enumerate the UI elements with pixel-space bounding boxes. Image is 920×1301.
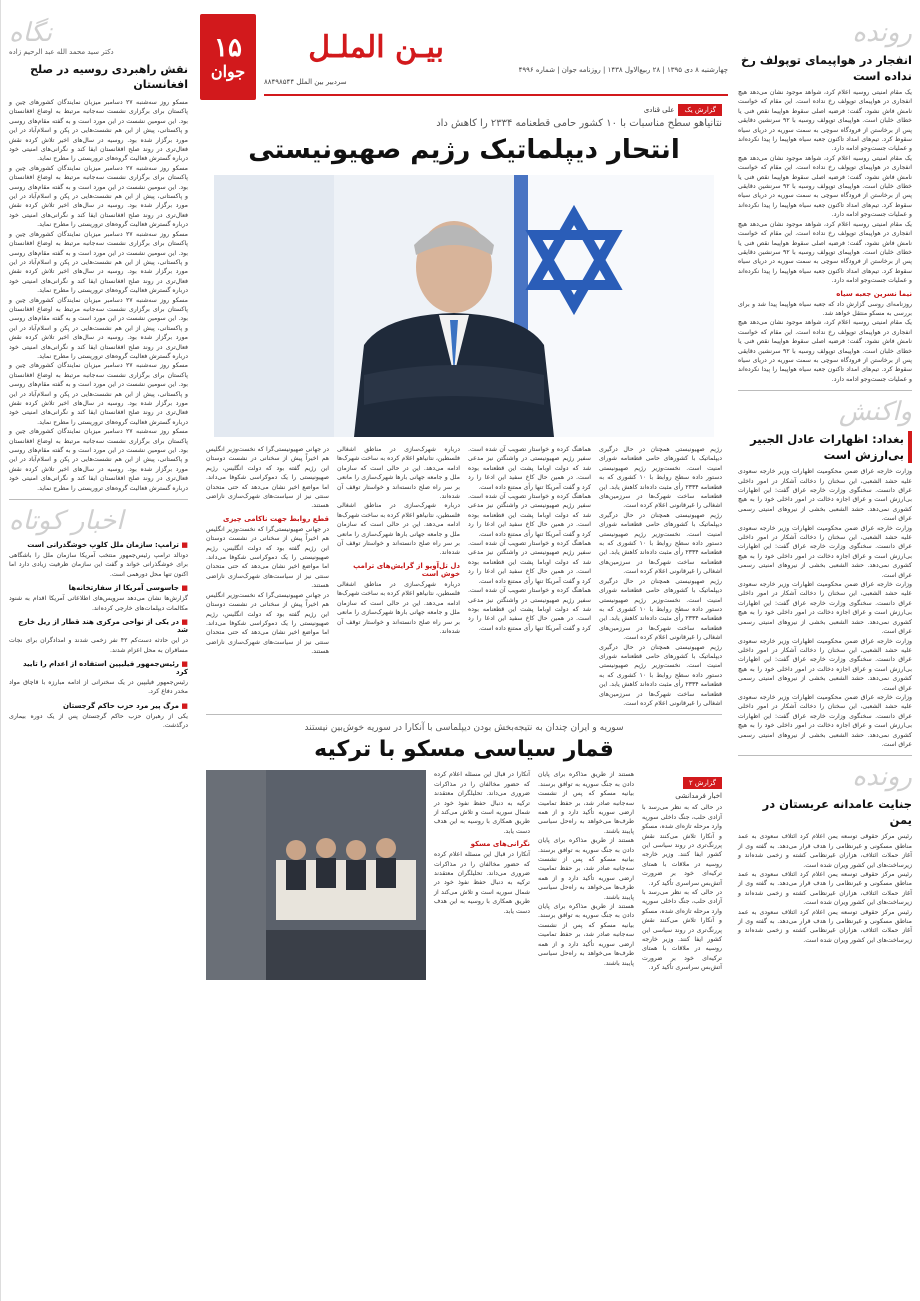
story-body-filler: وزارت خارجه عراق ضمن محکومیت اظهارات وزیر خارجه سعودی علیه حشد الشعبی، این سخنان را دخالت آشکار در امور داخلی عراق دانست. سخنگوی وزارت خارجه عراق گفت: این اظهارات بی‌ارزش است و عراق اجازه دخالت در امور داخلی خود را به هیچ کشوری نمی‌دهد. حشد الشعبی بخشی از نیروهای امنیتی رسمی عراق است. — [738, 581, 912, 636]
divider — [738, 390, 912, 391]
article-column — [538, 770, 634, 980]
divider — [738, 755, 912, 756]
article-text: آنکارا در قبال این مسئله اعلام کرده که حضور مخالفان را در مذاکرات ضروری می‌داند. تحلیلگران معتقدند ترکیه به دنبال حفظ نفوذ خود در شمال سوریه است و تلاش می‌کند از طریق همکاری با روسیه به این هدف دست یابد. — [434, 851, 530, 915]
story-body-filler: رئیس مرکز حقوقی توسعه یمن اعلام کرد ائتلاف سعودی به عمد مناطق مسکونی و غیرنظامی را هدف قرار می‌دهد. به گفته وی از آغاز حملات ائتلاف، هزاران غیرنظامی کشته و زخمی شده‌اند و زیرساخت‌های این کشور ویران شده است. — [738, 908, 912, 944]
story-title: جنایت عامدانه عربستان در یمن — [762, 797, 912, 828]
news-headline: ■ جاسوسی آمریکا از سفارتخانه‌ها — [9, 584, 188, 592]
news-body: گزارش‌ها نشان می‌دهد سرویس‌های اطلاعاتی آمریکا اقدام به شنود مکالمات دیپلمات‌های خارجی کرده‌اند. — [9, 595, 188, 612]
article-text: هماهنگ کرده و خواستار تصویب آن شده است. سفیر رژیم صهیونیستی در واشنگتن نیز مدعی شد که دولت اوباما پشت این قطعنامه بوده است. در همین حال کاخ سفید این ادعا را رد کرد و گفت آمریکا تنها رأی ممتنع داده است. — [468, 446, 591, 491]
date-line: چهارشنبه ۸ دی ۱۳۹۵ | ۲۸ ربیع‌الاول ۱۴۳۸ | روزنامه جوان | شماره ۴۹۹۶ — [518, 66, 728, 74]
story-subhead: نیما نسرین جعبه سیاه — [836, 289, 912, 298]
second-article-meta — [642, 770, 722, 980]
main-photo — [214, 175, 714, 437]
news-body: دونالد ترامپ رئیس‌جمهور منتخب آمریکا سازمان ملل را باشگاهی برای خوشگذرانی خواند و گفت این سازمان ظرفیت زیادی دارد اما اکنون تنها محل دورهمی است. — [9, 552, 188, 578]
second-kicker: سوریه و ایران چندان به نتیجه‌بخش بودن دیپلماسی با آنکارا در سوریه خوش‌بین نیستند — [304, 723, 624, 734]
column-author: دکتر سید محمد الله عبد الرحیم زاده — [9, 48, 114, 56]
story-title: انفجار در هواپیمای توپولف رخ نداده است — [741, 53, 912, 83]
second-headline: قمار سیاسی مسکو با ترکیه — [314, 737, 614, 763]
article-text: در حالی که به نظر می‌رسد با آزادی حلب، جنگ داخلی سوریه وارد مرحله تازه‌ای شده، مسکو و آنکارا تلاش می‌کنند نقش پررنگ‌تری در روند سیاسی این کشور ایفا کنند. وزیر خارجه روسیه در ملاقات با همتای ترکیه‌ای خود بر ضرورت آتش‌بس سراسری تأکید کرد. — [642, 804, 722, 887]
news-body: رئیس‌جمهور فیلیپین در یک سخنرانی از ادامه مبارزه با قاچاق مواد مخدر دفاع کرد. — [9, 678, 188, 696]
article-text: درباره شهرک‌سازی در مناطق اشغالی فلسطین، نتانیاهو اعلام کرده به ساخت شهرک‌ها ادامه می‌دهد. این در حالی است که سازمان ملل و جامعه جهانی بارها شهرک‌سازی را مانعی بر سر راه صلح دانسته‌اند و خواستار توقف آن شده‌اند. — [337, 580, 460, 635]
article-text: در جهانی صهیونیستی‌گرا که نخست‌وزیر انگلیس هم اخیراً پیش از سخنانی در نشست دوستان این رژیم گفته بود که دولت انگلیس، رژیم صهیونیستی را یک دموکراسی شکوفا می‌داند. اما مواضع اخیر نشان می‌دهد که حتی متحدان سنتی نیز از سیاست‌های شهرک‌سازی ناراضی هستند. — [206, 446, 329, 510]
main-column — [200, 0, 728, 1301]
article-text: هستند از طریق مذاکره برای پایان دادن به جنگ سوریه به توافق برسند. بیانیه مسکو که پس از نشست سه‌جانبه صادر شد، بر حفظ تمامیت ارضی سوریه تأکید دارد و از همه طرف‌ها می‌خواهد به راه‌حل سیاسی پایبند باشند. — [538, 903, 634, 967]
section-ghost-title: واکنش — [838, 397, 912, 428]
main-article-body — [206, 445, 722, 708]
reporter-name: علی قنادی — [643, 106, 675, 114]
article-subhead: قطع روابط جهت ناکامی چیزی — [223, 514, 329, 523]
article-column — [206, 445, 329, 708]
story-body: روزنامه‌ای روسی گزارش داد که جعبه سیاه هواپیما پیدا شد و برای بررسی به مسکو منتقل خواهد شد. — [738, 300, 912, 317]
paper-name: جوان — [210, 61, 246, 81]
right-column — [730, 0, 920, 1301]
page-title: بیـن الملـل — [308, 30, 444, 65]
reporter-name: اخبار فرمدانشی — [675, 792, 722, 801]
article-text: رژیم صهیونیستی همچنان در حال درگیری دیپلماتیک با کشورهای حامی قطعنامه شورای امنیت است. نخست‌وزیر رژیم صهیونیستی دستور داده سطح روابط با ۱۰ کشوری که به قطعنامه ۲۳۳۴ رأی مثبت داده‌اند کاهش یابد. این قطعنامه ساخت شهرک‌ها در سرزمین‌های اشغالی را غیرقانونی اعلام کرده است. — [599, 643, 723, 707]
story-title: بغداد: اظهارات عادل الجبیر بی‌ارزش است — [738, 431, 912, 463]
news-headline: ■ ترامپ: سازمان ملل کلوپ خوشگذرانی است — [9, 541, 188, 549]
story-body-filler: وزارت خارجه عراق ضمن محکومیت اظهارات وزیر خارجه سعودی علیه حشد الشعبی، این سخنان را دخالت آشکار در امور داخلی عراق دانست. سخنگوی وزارت خارجه عراق گفت: این اظهارات بی‌ارزش است و عراق اجازه دخالت در امور داخلی خود را به هیچ کشوری نمی‌دهد. حشد الشعبی بخشی از نیروهای امنیتی رسمی عراق است. — [738, 524, 912, 579]
article-column — [599, 445, 722, 708]
story-body-filler: یک مقام امنیتی روسیه اعلام کرد، شواهد موجود نشان می‌دهد هیچ انفجاری در هواپیمای توپولف رخ نداده است. این مقام که خواست نامش فاش نشود، گفت: فرضیه اصلی سقوط هواپیما نقص فنی یا خطای خلبان است. هواپیمای توپولف روسیه با ۹۲ سرنشین دقایقی پس از برخاستن از فرودگاه سوچی به سمت سوریه در دریای سیاه سقوط کرد. تیم‌های امداد تاکنون جعبه سیاه هواپیما را پیدا نکرده‌اند و عملیات جست‌وجو ادامه دارد. — [738, 220, 912, 285]
article-text: آنکارا در قبال این مسئله اعلام کرده که حضور مخالفان را در مذاکرات ضروری می‌داند. تحلیلگران معتقدند ترکیه به دنبال حفظ نفوذ خود در شمال سوریه است و تلاش می‌کند از طریق همکاری با روسیه به این هدف دست یابد. — [434, 771, 530, 835]
article-text: رژیم صهیونیستی همچنان در حال درگیری دیپلماتیک با کشورهای حامی قطعنامه شورای امنیت است. نخست‌وزیر رژیم صهیونیستی دستور داده سطح روابط با ۱۰ کشوری که به قطعنامه ۲۳۳۴ رأی مثبت داده‌اند کاهش یابد. این قطعنامه ساخت شهرک‌ها در سرزمین‌های اشغالی را غیرقانونی اعلام کرده است. — [599, 446, 723, 510]
news-body: در این حادثه دست‌کم ۴۲ نفر زخمی شدند و امدادگران برای نجات مسافران به محل اعزام شدند. — [9, 637, 188, 654]
meeting-photo — [206, 770, 426, 980]
article-text: درباره شهرک‌سازی در مناطق اشغالی فلسطین، نتانیاهو اعلام کرده به ساخت شهرک‌ها ادامه می‌دهد. این در حالی است که سازمان ملل و جامعه جهانی بارها شهرک‌سازی را مانعی بر سر راه صلح دانسته‌اند و خواستار توقف آن شده‌اند. — [337, 502, 460, 557]
meeting-illustration — [266, 770, 426, 980]
editor-line: سردبیر بین الملل ۸۸۴۹۸۵۴۴ — [264, 78, 347, 86]
news-body: یکی از رهبران حزب حاکم گرجستان پس از یک دوره بیماری درگذشت. — [9, 712, 188, 730]
article-text: هماهنگ کرده و خواستار تصویب آن شده است. سفیر رژیم صهیونیستی در واشنگتن نیز مدعی شد که دولت اوباما پشت این قطعنامه بوده است. در همین حال کاخ سفید این ادعا را رد کرد و گفت آمریکا تنها رأی ممتنع داده است. — [468, 587, 591, 632]
article-text: در جهانی صهیونیستی‌گرا که نخست‌وزیر انگلیس هم اخیراً پیش از سخنانی در نشست دوستان این رژیم گفته بود که دولت انگلیس، رژیم صهیونیستی را یک دموکراسی شکوفا می‌داند. اما مواضع اخیر نشان می‌دهد که حتی متحدان سنتی نیز از سیاست‌های شهرک‌سازی ناراضی هستند. — [206, 525, 329, 590]
story-body: رئیس مرکز حقوقی توسعه یمن اعلام کرد ائتلاف سعودی به عمد مناطق مسکونی و غیرنظامی را هدف قرار می‌دهد. به گفته وی از آغاز حملات ائتلاف، هزاران غیرنظامی کشته و زخمی شده‌اند و زیرساخت‌های این کشور ویران شده است. — [738, 833, 912, 869]
column-body: مسکو روز سه‌شنبه ۲۷ دسامبر میزبان نمایندگان کشورهای چین و پاکستان برای برگزاری نشست سه‌جانبه مرتبط به اوضاع افغانستان بود. این سومین نشست در این مورد است و به گفته مقام‌های روسی و پاکستانی، پیش از این هم نشست‌هایی در پکن و اسلام‌آباد در این مورد برگزار شده بود. روسیه در سال‌های اخیر تلاش کرده نقش فعال‌تری در روند صلح افغانستان ایفا کند و نگرانی‌های امنیتی خود درباره گسترش فعالیت گروه‌های تروریستی را مطرح نماید. — [9, 164, 188, 229]
news-headline: ■ مرگ پیر مرد حزب حاکم گرجستان — [9, 702, 188, 710]
story-body-filler: وزارت خارجه عراق ضمن محکومیت اظهارات وزیر خارجه سعودی علیه حشد الشعبی، این سخنان را دخالت آشکار در امور داخلی عراق دانست. سخنگوی وزارت خارجه عراق گفت: این اظهارات بی‌ارزش است و عراق اجازه دخالت در امور داخلی خود را به هیچ کشوری نمی‌دهد. حشد الشعبی بخشی از نیروهای امنیتی رسمی عراق است. — [738, 693, 912, 748]
article-text: هماهنگ کرده و خواستار تصویب آن شده است. سفیر رژیم صهیونیستی در واشنگتن نیز مدعی شد که دولت اوباما پشت این قطعنامه بوده است. در همین حال کاخ سفید این ادعا را رد کرد و گفت آمریکا تنها رأی ممتنع داده است. — [468, 493, 591, 538]
section-ghost-title: رونده — [852, 762, 912, 793]
column-body: مسکو روز سه‌شنبه ۲۷ دسامبر میزبان نمایندگان کشورهای چین و پاکستان برای برگزاری نشست سه‌جانبه مرتبط به اوضاع افغانستان بود. این سومین نشست در این مورد است و به گفته مقام‌های روسی و پاکستانی، پیش از این هم نشست‌هایی در پکن و اسلام‌آباد در این مورد برگزار شده بود. روسیه در سال‌های اخیر تلاش کرده نقش فعال‌تری در روند صلح افغانستان ایفا کند و نگرانی‌های امنیتی خود درباره گسترش فعالیت گروه‌های تروریستی را مطرح نماید. — [9, 428, 188, 492]
story-body-filler: یک مقام امنیتی روسیه اعلام کرد، شواهد موجود نشان می‌دهد هیچ انفجاری در هواپیمای توپولف رخ نداده است. این مقام که خواست نامش فاش نشود، گفت: فرضیه اصلی سقوط هواپیما نقص فنی یا خطای خلبان است. هواپیمای توپولف روسیه با ۹۲ سرنشین دقایقی پس از برخاستن از فرودگاه سوچی به سمت سوریه در دریای سیاه سقوط کرد. تیم‌های امداد تاکنون جعبه سیاه هواپیما را پیدا نکرده‌اند و عملیات جست‌وجو ادامه دارد. — [738, 154, 912, 219]
story-body: وزارت خارجه عراق ضمن محکومیت اظهارات وزیر خارجه سعودی علیه حشد الشعبی، این سخنان را دخالت آشکار در امور داخلی عراق دانست. سخنگوی وزارت خارجه عراق گفت: این اظهارات بی‌ارزش است و عراق اجازه دخالت در امور داخلی خود را به هیچ کشوری نمی‌دهد. حشد الشعبی بخشی از نیروهای امنیتی رسمی عراق است. — [738, 468, 912, 523]
article-column — [468, 445, 591, 708]
section-ghost-title: نگاه — [9, 18, 53, 48]
page-number: ۱۵ — [214, 32, 242, 63]
section-ghost-title: اخبار کوتاه — [9, 506, 124, 537]
story-body-filler: رئیس مرکز حقوقی توسعه یمن اعلام کرد ائتلاف سعودی به عمد مناطق مسکونی و غیرنظامی را هدف قرار می‌دهد. به گفته وی از آغاز حملات ائتلاف، هزاران غیرنظامی کشته و زخمی شده‌اند و زیرساخت‌های این کشور ویران شده است. — [738, 871, 912, 907]
headline-kicker: نتانیاهو سطح مناسبات با ۱۰ کشور حامی قطعنامه ۲۳۳۴ را کاهش داد — [436, 118, 722, 129]
article-text: رژیم صهیونیستی همچنان در حال درگیری دیپلماتیک با کشورهای حامی قطعنامه شورای امنیت است. نخست‌وزیر رژیم صهیونیستی دستور داده سطح روابط با ۱۰ کشوری که به قطعنامه ۲۳۳۴ رأی مثبت داده‌اند کاهش یابد. این قطعنامه ساخت شهرک‌ها در سرزمین‌های اشغالی را غیرقانونی اعلام کرده است. — [599, 511, 723, 576]
second-article — [206, 770, 722, 980]
story-body-filler: وزارت خارجه عراق ضمن محکومیت اظهارات وزیر خارجه سعودی علیه حشد الشعبی، این سخنان را دخالت آشکار در امور داخلی عراق دانست. سخنگوی وزارت خارجه عراق گفت: این اظهارات بی‌ارزش است و عراق اجازه دخالت در امور داخلی خود را به هیچ کشوری نمی‌دهد. حشد الشعبی بخشی از نیروهای امنیتی رسمی عراق است. — [738, 637, 912, 692]
article-text: هستند از طریق مذاکره برای پایان دادن به جنگ سوریه به توافق برسند. بیانیه مسکو که پس از نشست سه‌جانبه صادر شد، بر حفظ تمامیت ارضی سوریه تأکید دارد و از همه طرف‌ها می‌خواهد به راه‌حل سیاسی پایبند باشند. — [538, 771, 634, 835]
article-text: در حالی که به نظر می‌رسد با آزادی حلب، جنگ داخلی سوریه وارد مرحله تازه‌ای شده، مسکو و آنکارا تلاش می‌کنند نقش پررنگ‌تری در روند سیاسی این کشور ایفا کنند. وزیر خارجه روسیه در ملاقات با همتای ترکیه‌ای خود بر ضرورت آتش‌بس سراسری تأکید کرد. — [642, 889, 722, 972]
tag-row — [206, 104, 722, 116]
article-text: هماهنگ کرده و خواستار تصویب آن شده است. سفیر رژیم صهیونیستی در واشنگتن نیز مدعی شد که دولت اوباما پشت این قطعنامه بوده است. در همین حال کاخ سفید این ادعا را رد کرد و گفت آمریکا تنها رأی ممتنع داده است. — [468, 540, 591, 585]
news-headline: ■ رئیس‌جمهور فیلیپین استفاده از اعدام را تایید کرد — [9, 660, 188, 676]
section-tag: گزارش یک — [678, 104, 722, 116]
column-body: مسکو روز سه‌شنبه ۲۷ دسامبر میزبان نمایندگان کشورهای چین و پاکستان برای برگزاری نشست سه‌جانبه مرتبط به اوضاع افغانستان بود. این سومین نشست در این مورد است و به گفته مقام‌های روسی و پاکستانی، پیش از این هم نشست‌هایی در پکن و اسلام‌آباد در این مورد برگزار شده بود. روسیه در سال‌های اخیر تلاش کرده نقش فعال‌تری در روند صلح افغانستان ایفا کند و نگرانی‌های امنیتی خود درباره گسترش فعالیت گروه‌های تروریستی را مطرح نماید. — [9, 99, 188, 163]
article-text: هستند از طریق مذاکره برای پایان دادن به جنگ سوریه به توافق برسند. بیانیه مسکو که پس از نشست سه‌جانبه صادر شد، بر حفظ تمامیت ارضی سوریه تأکید دارد و از همه طرف‌ها می‌خواهد به راه‌حل سیاسی پایبند باشند. — [538, 837, 634, 901]
column-body: مسکو روز سه‌شنبه ۲۷ دسامبر میزبان نمایندگان کشورهای چین و پاکستان برای برگزاری نشست سه‌جانبه مرتبط به اوضاع افغانستان بود. این سومین نشست در این مورد است و به گفته مقام‌های روسی و پاکستانی، پیش از این هم نشست‌هایی در پکن و اسلام‌آباد در این مورد برگزار شده بود. روسیه در سال‌های اخیر تلاش کرده نقش فعال‌تری در روند صلح افغانستان ایفا کند و نگرانی‌های امنیتی خود درباره گسترش فعالیت گروه‌های تروریستی را مطرح نماید. — [9, 362, 188, 426]
column-title: نقش راهبردی روسیه در صلح افغانستان — [30, 63, 188, 91]
column-body: مسکو روز سه‌شنبه ۲۷ دسامبر میزبان نمایندگان کشورهای چین و پاکستان برای برگزاری نشست سه‌جانبه مرتبط به اوضاع افغانستان بود. این سومین نشست در این مورد است و به گفته مقام‌های روسی و پاکستانی، پیش از این هم نشست‌هایی در پکن و اسلام‌آباد در این مورد برگزار شده بود. روسیه در سال‌های اخیر تلاش کرده نقش فعال‌تری در روند صلح افغانستان ایفا کند و نگرانی‌های امنیتی خود درباره گسترش فعالیت گروه‌های تروریستی را مطرح نماید. — [9, 230, 188, 295]
article-text: رژیم صهیونیستی همچنان در حال درگیری دیپلماتیک با کشورهای حامی قطعنامه شورای امنیت است. نخست‌وزیر رژیم صهیونیستی دستور داده سطح روابط با ۱۰ کشوری که به قطعنامه ۲۳۳۴ رأی مثبت داده‌اند کاهش یابد. این قطعنامه ساخت شهرک‌ها در سرزمین‌های اشغالی را غیرقانونی اعلام کرده است. — [599, 577, 723, 642]
article-column — [337, 445, 460, 708]
article-column — [434, 770, 530, 980]
divider — [9, 499, 188, 500]
story-body-filler: یک مقام امنیتی روسیه اعلام کرد، شواهد موجود نشان می‌دهد هیچ انفجاری در هواپیمای توپولف رخ نداده است. این مقام که خواست نامش فاش نشود، گفت: فرضیه اصلی سقوط هواپیما نقص فنی یا خطای خلبان است. هواپیمای توپولف روسیه با ۹۲ سرنشین دقایقی پس از برخاستن از فرودگاه سوچی به سمت سوریه در دریای سیاه سقوط کرد. تیم‌های امداد تاکنون جعبه سیاه هواپیما را پیدا نکرده‌اند و عملیات جست‌وجو ادامه دارد. — [738, 319, 912, 383]
story-body: یک مقام امنیتی روسیه اعلام کرد، شواهد موجود نشان می‌دهد هیچ انفجاری در هواپیمای توپولف رخ نداده است. این مقام که خواست نامش فاش نشود، گفت: فرضیه اصلی سقوط هواپیما نقص فنی یا خطای خلبان است. هواپیمای توپولف روسیه با ۹۲ سرنشین دقایقی پس از برخاستن از فرودگاه سوچی به سمت سوریه در دریای سیاه سقوط کرد. تیم‌های امداد تاکنون جعبه سیاه هواپیما را پیدا نکرده‌اند و عملیات جست‌وجو ادامه دارد. — [738, 89, 912, 153]
article-subhead: نگرانی‌های مسکو — [470, 840, 530, 849]
section-ghost-title: رونده — [852, 18, 912, 48]
article-subhead: دل تل‌آویو از گرایش‌های ترامپ خوش است — [353, 561, 460, 578]
column-body: مسکو روز سه‌شنبه ۲۷ دسامبر میزبان نمایندگان کشورهای چین و پاکستان برای برگزاری نشست سه‌جانبه مرتبط به اوضاع افغانستان بود. این سومین نشست در این مورد است و به گفته مقام‌های روسی و پاکستانی، پیش از این هم نشست‌هایی در پکن و اسلام‌آباد در این مورد برگزار شده بود. روسیه در سال‌های اخیر تلاش کرده نقش فعال‌تری در روند صلح افغانستان ایفا کند و نگرانی‌های امنیتی خود درباره گسترش فعالیت گروه‌های تروریستی را مطرح نماید. — [9, 296, 188, 360]
article-text: در جهانی صهیونیستی‌گرا که نخست‌وزیر انگلیس هم اخیراً پیش از سخنانی در نشست دوستان این رژیم گفته بود که دولت انگلیس، رژیم صهیونیستی را یک دموکراسی شکوفا می‌داند. اما مواضع اخیر نشان می‌دهد که حتی متحدان سنتی نیز از سیاست‌های شهرک‌سازی ناراضی هستند. — [206, 591, 329, 656]
main-headline: انتحار دیپلماتیک رژیم صهیونیستی — [248, 135, 680, 165]
photo-illustration — [214, 175, 714, 437]
news-headline: ■ در یکی از نواحی مرکزی هند قطار از ریل خارج شد — [9, 618, 188, 634]
section-tag: گزارش ۲ — [683, 777, 722, 789]
left-column — [0, 0, 196, 1301]
divider — [206, 714, 722, 715]
article-text: درباره شهرک‌سازی در مناطق اشغالی فلسطین، نتانیاهو اعلام کرده به ساخت شهرک‌ها ادامه می‌دهد. این در حالی است که سازمان ملل و جامعه جهانی بارها شهرک‌سازی را مانعی بر سر راه صلح دانسته‌اند و خواستار توقف آن شده‌اند. — [337, 446, 460, 501]
